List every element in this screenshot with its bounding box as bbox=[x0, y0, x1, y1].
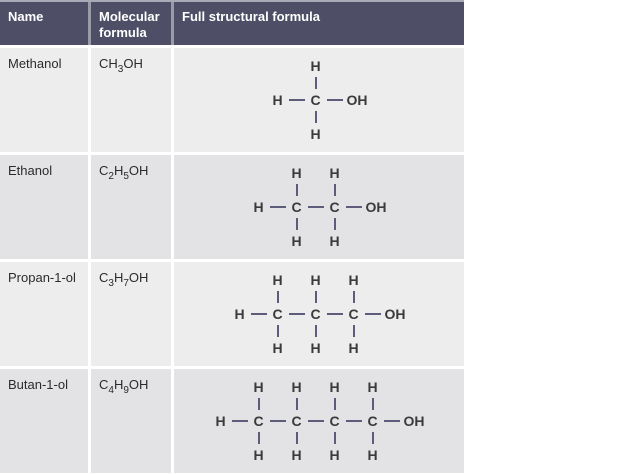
formula-text: C bbox=[99, 270, 109, 285]
atom-label: H bbox=[367, 379, 378, 395]
atom-label: H bbox=[253, 379, 264, 395]
formula-text: OH bbox=[128, 163, 149, 178]
atom-label: OH bbox=[403, 413, 425, 429]
atom-label: H bbox=[329, 165, 340, 181]
bond-line bbox=[334, 184, 336, 196]
bond-line bbox=[353, 291, 355, 303]
structural-formula-diagram bbox=[214, 379, 425, 463]
atom-label: C bbox=[329, 199, 340, 215]
atom-label: H bbox=[215, 413, 226, 429]
table-header-row bbox=[0, 2, 464, 45]
atom-label: C bbox=[310, 306, 321, 322]
bond-line bbox=[258, 432, 260, 444]
atom-label: H bbox=[272, 272, 283, 288]
atom-label: C bbox=[291, 413, 302, 429]
atom-label: C bbox=[253, 413, 264, 429]
atom-label: H bbox=[272, 92, 283, 108]
structure-cell bbox=[174, 48, 464, 152]
molecular-formula-cell bbox=[91, 369, 171, 473]
bond-line bbox=[289, 99, 305, 101]
header-cell-full-structural-formula: Full structural formula bbox=[174, 2, 464, 45]
molecular-formula-cell bbox=[91, 155, 171, 259]
bond-line bbox=[270, 206, 286, 208]
bond-line bbox=[277, 291, 279, 303]
atom-label: C bbox=[367, 413, 378, 429]
atom-label: H bbox=[291, 379, 302, 395]
table-row bbox=[0, 262, 464, 366]
atom-label: OH bbox=[365, 199, 387, 215]
atom-label: H bbox=[310, 340, 321, 356]
atom-label: H bbox=[310, 272, 321, 288]
header-cell-molecular-formula: Molecular formula bbox=[91, 2, 171, 45]
table-row bbox=[0, 155, 464, 259]
molecular-formula-cell bbox=[91, 262, 171, 366]
name-cell: Propan-1-ol bbox=[0, 262, 88, 366]
bond-line bbox=[327, 313, 343, 315]
atom-label: H bbox=[348, 272, 359, 288]
formula-text: CH bbox=[99, 56, 118, 71]
bond-line bbox=[270, 420, 286, 422]
bond-line bbox=[384, 420, 400, 422]
bond-line bbox=[296, 398, 298, 410]
formula-subscript: 2 bbox=[108, 171, 114, 182]
atom-label: H bbox=[310, 126, 321, 142]
formula-subscript: 7 bbox=[123, 278, 129, 289]
atom-label: C bbox=[291, 199, 302, 215]
bond-line bbox=[308, 206, 324, 208]
structure-cell bbox=[174, 369, 464, 473]
structural-formula-diagram bbox=[271, 58, 368, 142]
formula-text: H bbox=[113, 270, 124, 285]
structure-cell bbox=[174, 262, 464, 366]
atom-label: H bbox=[367, 447, 378, 463]
atom-label: H bbox=[329, 233, 340, 249]
bond-line bbox=[365, 313, 381, 315]
table-row bbox=[0, 369, 464, 473]
formula-subscript: 3 bbox=[108, 278, 114, 289]
table-body bbox=[0, 48, 464, 473]
formula-subscript: 3 bbox=[117, 64, 124, 75]
bond-line bbox=[334, 432, 336, 444]
atom-label: OH bbox=[384, 306, 406, 322]
atom-label: OH bbox=[346, 92, 368, 108]
bond-line bbox=[258, 398, 260, 410]
bond-line bbox=[315, 77, 317, 89]
bond-line bbox=[372, 398, 374, 410]
bond-line bbox=[296, 218, 298, 230]
atom-label: H bbox=[329, 447, 340, 463]
formula-subscript: 9 bbox=[123, 385, 129, 396]
bond-line bbox=[327, 99, 343, 101]
structural-formula-diagram bbox=[233, 272, 406, 356]
bond-line bbox=[315, 325, 317, 337]
bond-line bbox=[346, 420, 362, 422]
atom-label: H bbox=[310, 58, 321, 74]
formula-text: C bbox=[99, 377, 109, 392]
formula-text: H bbox=[113, 377, 124, 392]
header-cell-name: Name bbox=[0, 2, 88, 45]
bond-line bbox=[334, 398, 336, 410]
atom-label: H bbox=[329, 379, 340, 395]
structure-cell bbox=[174, 155, 464, 259]
atom-label: H bbox=[272, 340, 283, 356]
bond-line bbox=[315, 291, 317, 303]
atom-label: H bbox=[291, 447, 302, 463]
name-cell: Ethanol bbox=[0, 155, 88, 259]
structural-formula-diagram bbox=[252, 165, 387, 249]
bond-line bbox=[296, 184, 298, 196]
atom-label: C bbox=[310, 92, 321, 108]
molecular-formula-cell bbox=[91, 48, 171, 152]
formula-text: H bbox=[113, 163, 124, 178]
atom-label: H bbox=[253, 199, 264, 215]
bond-line bbox=[353, 325, 355, 337]
bond-line bbox=[372, 432, 374, 444]
atom-label: C bbox=[272, 306, 283, 322]
bond-line bbox=[232, 420, 248, 422]
atom-label: H bbox=[348, 340, 359, 356]
bond-line bbox=[346, 206, 362, 208]
bond-line bbox=[315, 111, 317, 123]
bond-line bbox=[251, 313, 267, 315]
atom-label: H bbox=[291, 165, 302, 181]
formula-subscript: 4 bbox=[108, 385, 114, 396]
bond-line bbox=[289, 313, 305, 315]
bond-line bbox=[334, 218, 336, 230]
bond-line bbox=[308, 420, 324, 422]
atom-label: C bbox=[348, 306, 359, 322]
formula-subscript: 5 bbox=[123, 171, 129, 182]
formula-text: OH bbox=[128, 377, 149, 392]
atom-label: H bbox=[291, 233, 302, 249]
atom-label: H bbox=[234, 306, 245, 322]
bond-line bbox=[296, 432, 298, 444]
name-cell: Butan-1-ol bbox=[0, 369, 88, 473]
atom-label: C bbox=[329, 413, 340, 429]
atom-label: H bbox=[253, 447, 264, 463]
bond-line bbox=[277, 325, 279, 337]
table-row bbox=[0, 48, 464, 152]
formula-text: OH bbox=[123, 56, 143, 71]
formula-text: OH bbox=[128, 270, 149, 285]
formula-text: C bbox=[99, 163, 109, 178]
name-cell: Methanol bbox=[0, 48, 88, 152]
